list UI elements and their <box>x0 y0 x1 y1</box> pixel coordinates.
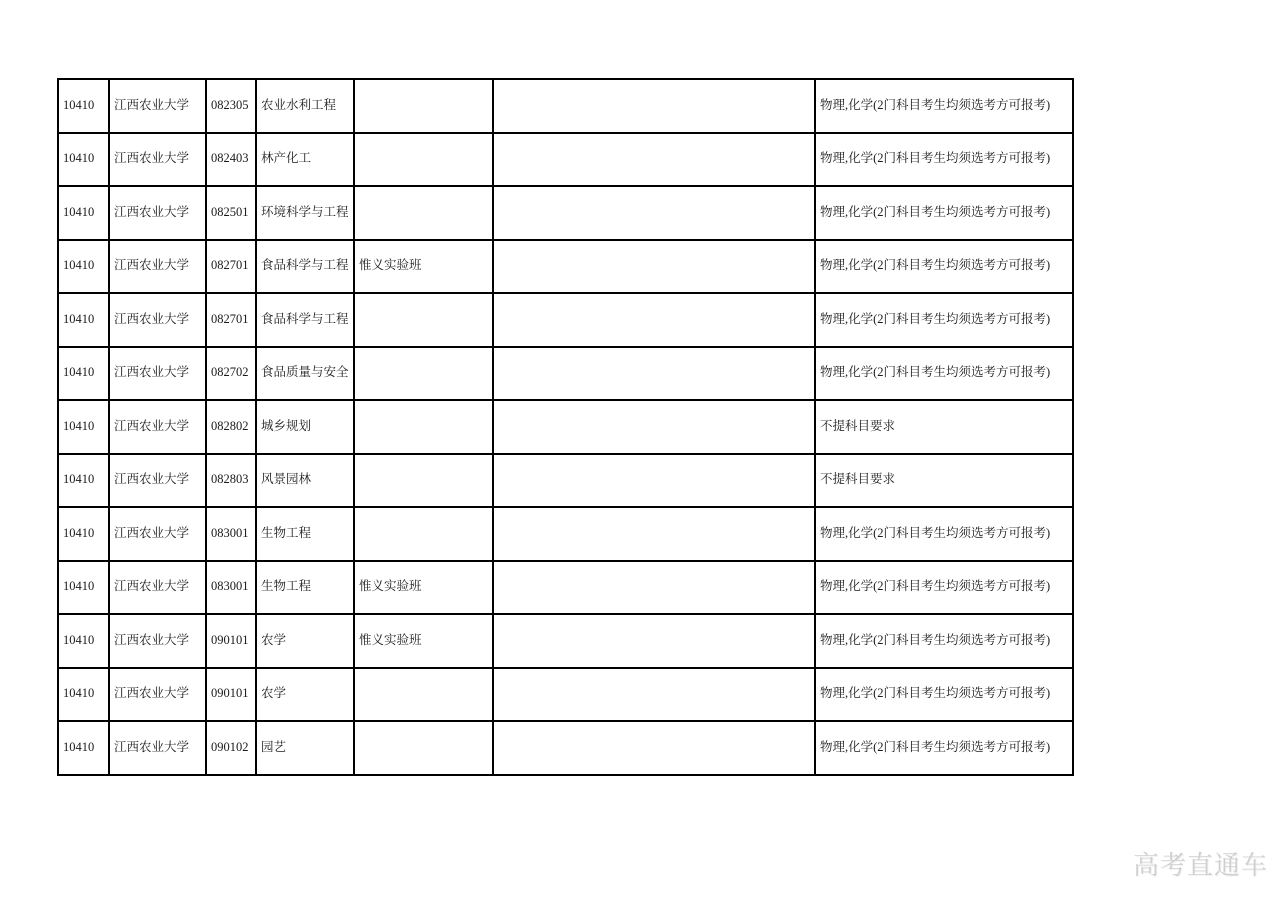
cell-school-code: 10410 <box>58 561 109 615</box>
cell-major-name: 食品质量与安全 <box>256 347 354 401</box>
cell-school-code: 10410 <box>58 454 109 508</box>
cell-school-name: 江西农业大学 <box>109 186 206 240</box>
cell-school-name: 江西农业大学 <box>109 133 206 187</box>
cell-remark <box>493 79 815 133</box>
table-row <box>58 240 1073 294</box>
cell-note <box>354 133 493 187</box>
cell-major-code: 090101 <box>206 668 256 722</box>
cell-major-code: 090101 <box>206 614 256 668</box>
cell-major-name: 农业水利工程 <box>256 79 354 133</box>
cell-major-name: 食品科学与工程 <box>256 293 354 347</box>
table-row <box>58 507 1073 561</box>
cell-subject-requirement: 物理,化学(2门科目考生均须选考方可报考) <box>815 79 1073 133</box>
cell-remark <box>493 293 815 347</box>
cell-subject-requirement: 不提科目要求 <box>815 400 1073 454</box>
cell-school-code: 10410 <box>58 79 109 133</box>
cell-school-code: 10410 <box>58 721 109 775</box>
cell-major-name: 风景园林 <box>256 454 354 508</box>
cell-school-name: 江西农业大学 <box>109 454 206 508</box>
cell-major-name: 环境科学与工程 <box>256 186 354 240</box>
cell-school-name: 江西农业大学 <box>109 507 206 561</box>
cell-school-name: 江西农业大学 <box>109 347 206 401</box>
cell-major-code: 090102 <box>206 721 256 775</box>
cell-remark <box>493 240 815 294</box>
cell-subject-requirement: 物理,化学(2门科目考生均须选考方可报考) <box>815 240 1073 294</box>
table-row <box>58 400 1073 454</box>
table-row <box>58 668 1073 722</box>
cell-subject-requirement: 物理,化学(2门科目考生均须选考方可报考) <box>815 721 1073 775</box>
table-row <box>58 347 1073 401</box>
table-row <box>58 79 1073 133</box>
cell-major-name: 农学 <box>256 668 354 722</box>
cell-subject-requirement: 物理,化学(2门科目考生均须选考方可报考) <box>815 133 1073 187</box>
cell-subject-requirement: 物理,化学(2门科目考生均须选考方可报考) <box>815 293 1073 347</box>
admission-requirements-table <box>57 78 1074 776</box>
cell-note: 惟义实验班 <box>354 561 493 615</box>
cell-major-code: 082501 <box>206 186 256 240</box>
table-row <box>58 133 1073 187</box>
cell-school-code: 10410 <box>58 400 109 454</box>
cell-subject-requirement: 物理,化学(2门科目考生均须选考方可报考) <box>815 186 1073 240</box>
cell-school-code: 10410 <box>58 133 109 187</box>
watermark-gaokao-zhitongche: 高考直通车 <box>1132 850 1268 880</box>
cell-school-name: 江西农业大学 <box>109 614 206 668</box>
cell-school-code: 10410 <box>58 668 109 722</box>
table-row <box>58 561 1073 615</box>
cell-school-name: 江西农业大学 <box>109 561 206 615</box>
cell-note: 惟义实验班 <box>354 614 493 668</box>
cell-major-code: 082701 <box>206 240 256 294</box>
cell-note <box>354 454 493 508</box>
cell-subject-requirement: 物理,化学(2门科目考生均须选考方可报考) <box>815 347 1073 401</box>
cell-major-name: 园艺 <box>256 721 354 775</box>
cell-school-code: 10410 <box>58 186 109 240</box>
cell-subject-requirement: 物理,化学(2门科目考生均须选考方可报考) <box>815 561 1073 615</box>
cell-major-code: 083001 <box>206 561 256 615</box>
cell-major-name: 食品科学与工程 <box>256 240 354 294</box>
cell-remark <box>493 561 815 615</box>
cell-note <box>354 400 493 454</box>
cell-subject-requirement: 物理,化学(2门科目考生均须选考方可报考) <box>815 614 1073 668</box>
cell-school-name: 江西农业大学 <box>109 721 206 775</box>
cell-subject-requirement: 不提科目要求 <box>815 454 1073 508</box>
table-row <box>58 721 1073 775</box>
cell-major-name: 林产化工 <box>256 133 354 187</box>
cell-school-code: 10410 <box>58 293 109 347</box>
cell-school-code: 10410 <box>58 507 109 561</box>
table-row <box>58 186 1073 240</box>
cell-major-code: 082803 <box>206 454 256 508</box>
cell-note <box>354 507 493 561</box>
cell-remark <box>493 186 815 240</box>
cell-major-code: 082802 <box>206 400 256 454</box>
cell-major-code: 083001 <box>206 507 256 561</box>
cell-remark <box>493 721 815 775</box>
cell-major-code: 082701 <box>206 293 256 347</box>
cell-remark <box>493 454 815 508</box>
cell-school-code: 10410 <box>58 240 109 294</box>
cell-remark <box>493 347 815 401</box>
table-row <box>58 454 1073 508</box>
cell-school-name: 江西农业大学 <box>109 668 206 722</box>
cell-school-code: 10410 <box>58 614 109 668</box>
cell-school-name: 江西农业大学 <box>109 79 206 133</box>
cell-major-name: 生物工程 <box>256 561 354 615</box>
cell-remark <box>493 400 815 454</box>
cell-major-code: 082403 <box>206 133 256 187</box>
cell-note <box>354 186 493 240</box>
cell-subject-requirement: 物理,化学(2门科目考生均须选考方可报考) <box>815 507 1073 561</box>
table-row <box>58 293 1073 347</box>
cell-school-name: 江西农业大学 <box>109 240 206 294</box>
cell-remark <box>493 614 815 668</box>
cell-major-name: 城乡规划 <box>256 400 354 454</box>
cell-subject-requirement: 物理,化学(2门科目考生均须选考方可报考) <box>815 668 1073 722</box>
cell-note <box>354 347 493 401</box>
cell-note <box>354 79 493 133</box>
table-row <box>58 614 1073 668</box>
cell-note <box>354 721 493 775</box>
cell-school-name: 江西农业大学 <box>109 293 206 347</box>
cell-major-name: 生物工程 <box>256 507 354 561</box>
cell-note <box>354 668 493 722</box>
cell-note: 惟义实验班 <box>354 240 493 294</box>
cell-major-code: 082702 <box>206 347 256 401</box>
cell-note <box>354 293 493 347</box>
cell-remark <box>493 507 815 561</box>
cell-remark <box>493 133 815 187</box>
cell-major-name: 农学 <box>256 614 354 668</box>
cell-school-code: 10410 <box>58 347 109 401</box>
cell-major-code: 082305 <box>206 79 256 133</box>
cell-remark <box>493 668 815 722</box>
cell-school-name: 江西农业大学 <box>109 400 206 454</box>
